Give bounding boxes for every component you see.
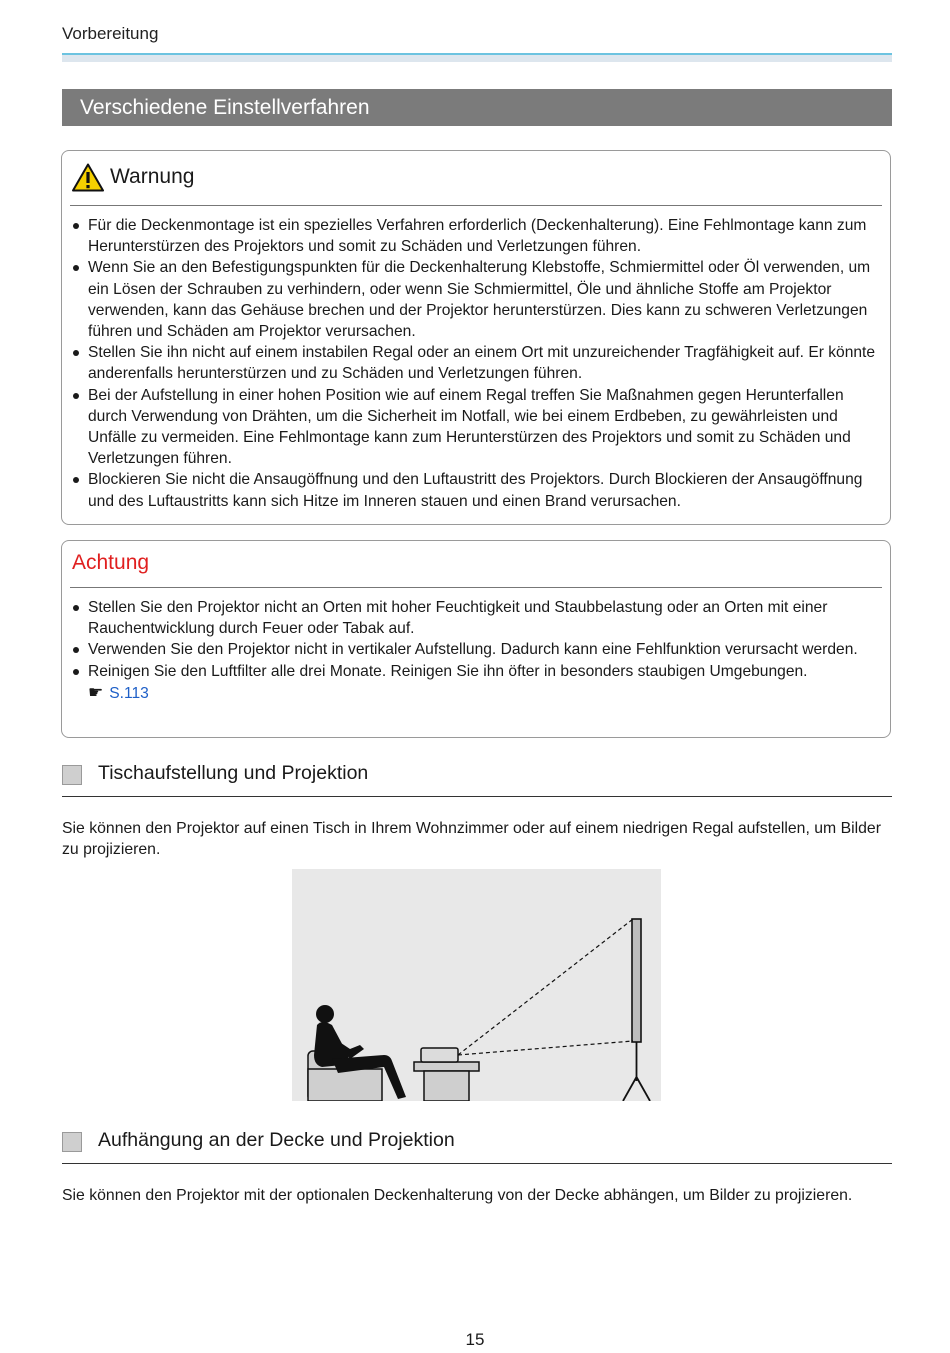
page-number: 15 — [465, 1330, 485, 1349]
warning-list — [70, 215, 882, 512]
table-projection-illustration — [292, 869, 661, 1101]
warning-title: Warnung — [110, 165, 195, 188]
table-setup-title: Tischaufstellung und Projektion — [98, 762, 369, 784]
caution-box — [61, 540, 891, 738]
list-item: Stellen Sie ihn nicht auf einem instabilen Regal oder an einem Ort mit unzureichender Tragfähigkeit auf. Er könnte anderenfalls herunterstürzen und zu Schäden und Verletzungen führen. — [70, 342, 882, 384]
section-marker-icon — [62, 1132, 82, 1152]
list-item: Blockieren Sie nicht die Ansaugöffnung und den Luftaustritt des Projektors. Durch Blockieren der Ansaugöffnung und des Luftaustritts kann sich Hitze im Inneren stauen und einen Brand verursachen. — [70, 469, 882, 511]
section-marker-icon — [62, 765, 82, 785]
section-title: Verschiedene Einstellverfahren — [62, 89, 892, 126]
page-reference-link[interactable]: S.113 — [109, 684, 149, 702]
caution-list — [70, 597, 882, 704]
caution-header — [70, 541, 882, 588]
warning-box — [61, 150, 891, 525]
table-setup-heading — [62, 761, 892, 797]
caution-title: Achtung — [72, 551, 150, 574]
list-item: Für die Deckenmontage ist ein spezielles Verfahren erforderlich (Deckenhalterung). Eine Fehlmontage kann zum Herunterstürzen des Projektors und somit zu Schäden und Verletzungen führen. — [70, 215, 882, 257]
ceiling-setup-title: Aufhängung an der Decke und Projektion — [98, 1129, 455, 1151]
header-rule — [62, 53, 892, 62]
warning-triangle-icon — [72, 163, 104, 192]
ceiling-setup-heading — [62, 1128, 892, 1164]
table-setup-text: Sie können den Projektor auf einen Tisch in Ihrem Wohnzimmer oder auf einem niedrigen Regal aufstellen, um Bilder zu projizieren. — [62, 820, 881, 858]
list-item: Stellen Sie den Projektor nicht an Orten mit hoher Feuchtigkeit und Staubbelastung oder an Orten mit einer Rauchentwicklung durch Feuer oder Tabak auf. — [70, 597, 882, 639]
list-item: Wenn Sie an den Befestigungspunkten für die Deckenhalterung Klebstoffe, Schmiermittel oder Öl verwenden, um ein Lösen der Schrauben zu verhindern, oder wenn Sie Schmiermittel, Öle und ähnliche Stoffe am Projektor verwenden, kann das Gehäuse brechen und der Projektor herunterstürzen. Dies kann zu schweren Verletzungen führen und Schäden am Projektor verursachen. — [70, 257, 882, 342]
chapter-header: Vorbereitung — [62, 24, 159, 43]
list-item: Verwenden Sie den Projektor nicht in vertikaler Aufstellung. Dadurch kann eine Fehlfunktion verursacht werden. — [70, 639, 882, 660]
list-item: Bei der Aufstellung in einer hohen Position wie auf einem Regal treffen Sie Maßnahmen gegen Herunterfallen durch Verwendung von Drähten, um die Sicherheit im Notfall, wie bei einem Erdbeben, zu gewährleisten und Unfälle zu vermeiden. Eine Fehlmontage kann zum Herunterstürzen des Projektors und somit zu Schäden und Verletzungen führen. — [70, 385, 882, 470]
warning-header — [70, 151, 882, 206]
page-reference — [70, 682, 882, 704]
pointing-hand-icon: ☛ — [88, 682, 104, 702]
list-item: Reinigen Sie den Luftfilter alle drei Monate. Reinigen Sie ihn öfter in besonders staubigen Umgebungen. — [70, 661, 882, 682]
ceiling-setup-text: Sie können den Projektor mit der optionalen Deckenhalterung von der Decke abhängen, um Bilder zu projizieren. — [62, 1187, 853, 1204]
